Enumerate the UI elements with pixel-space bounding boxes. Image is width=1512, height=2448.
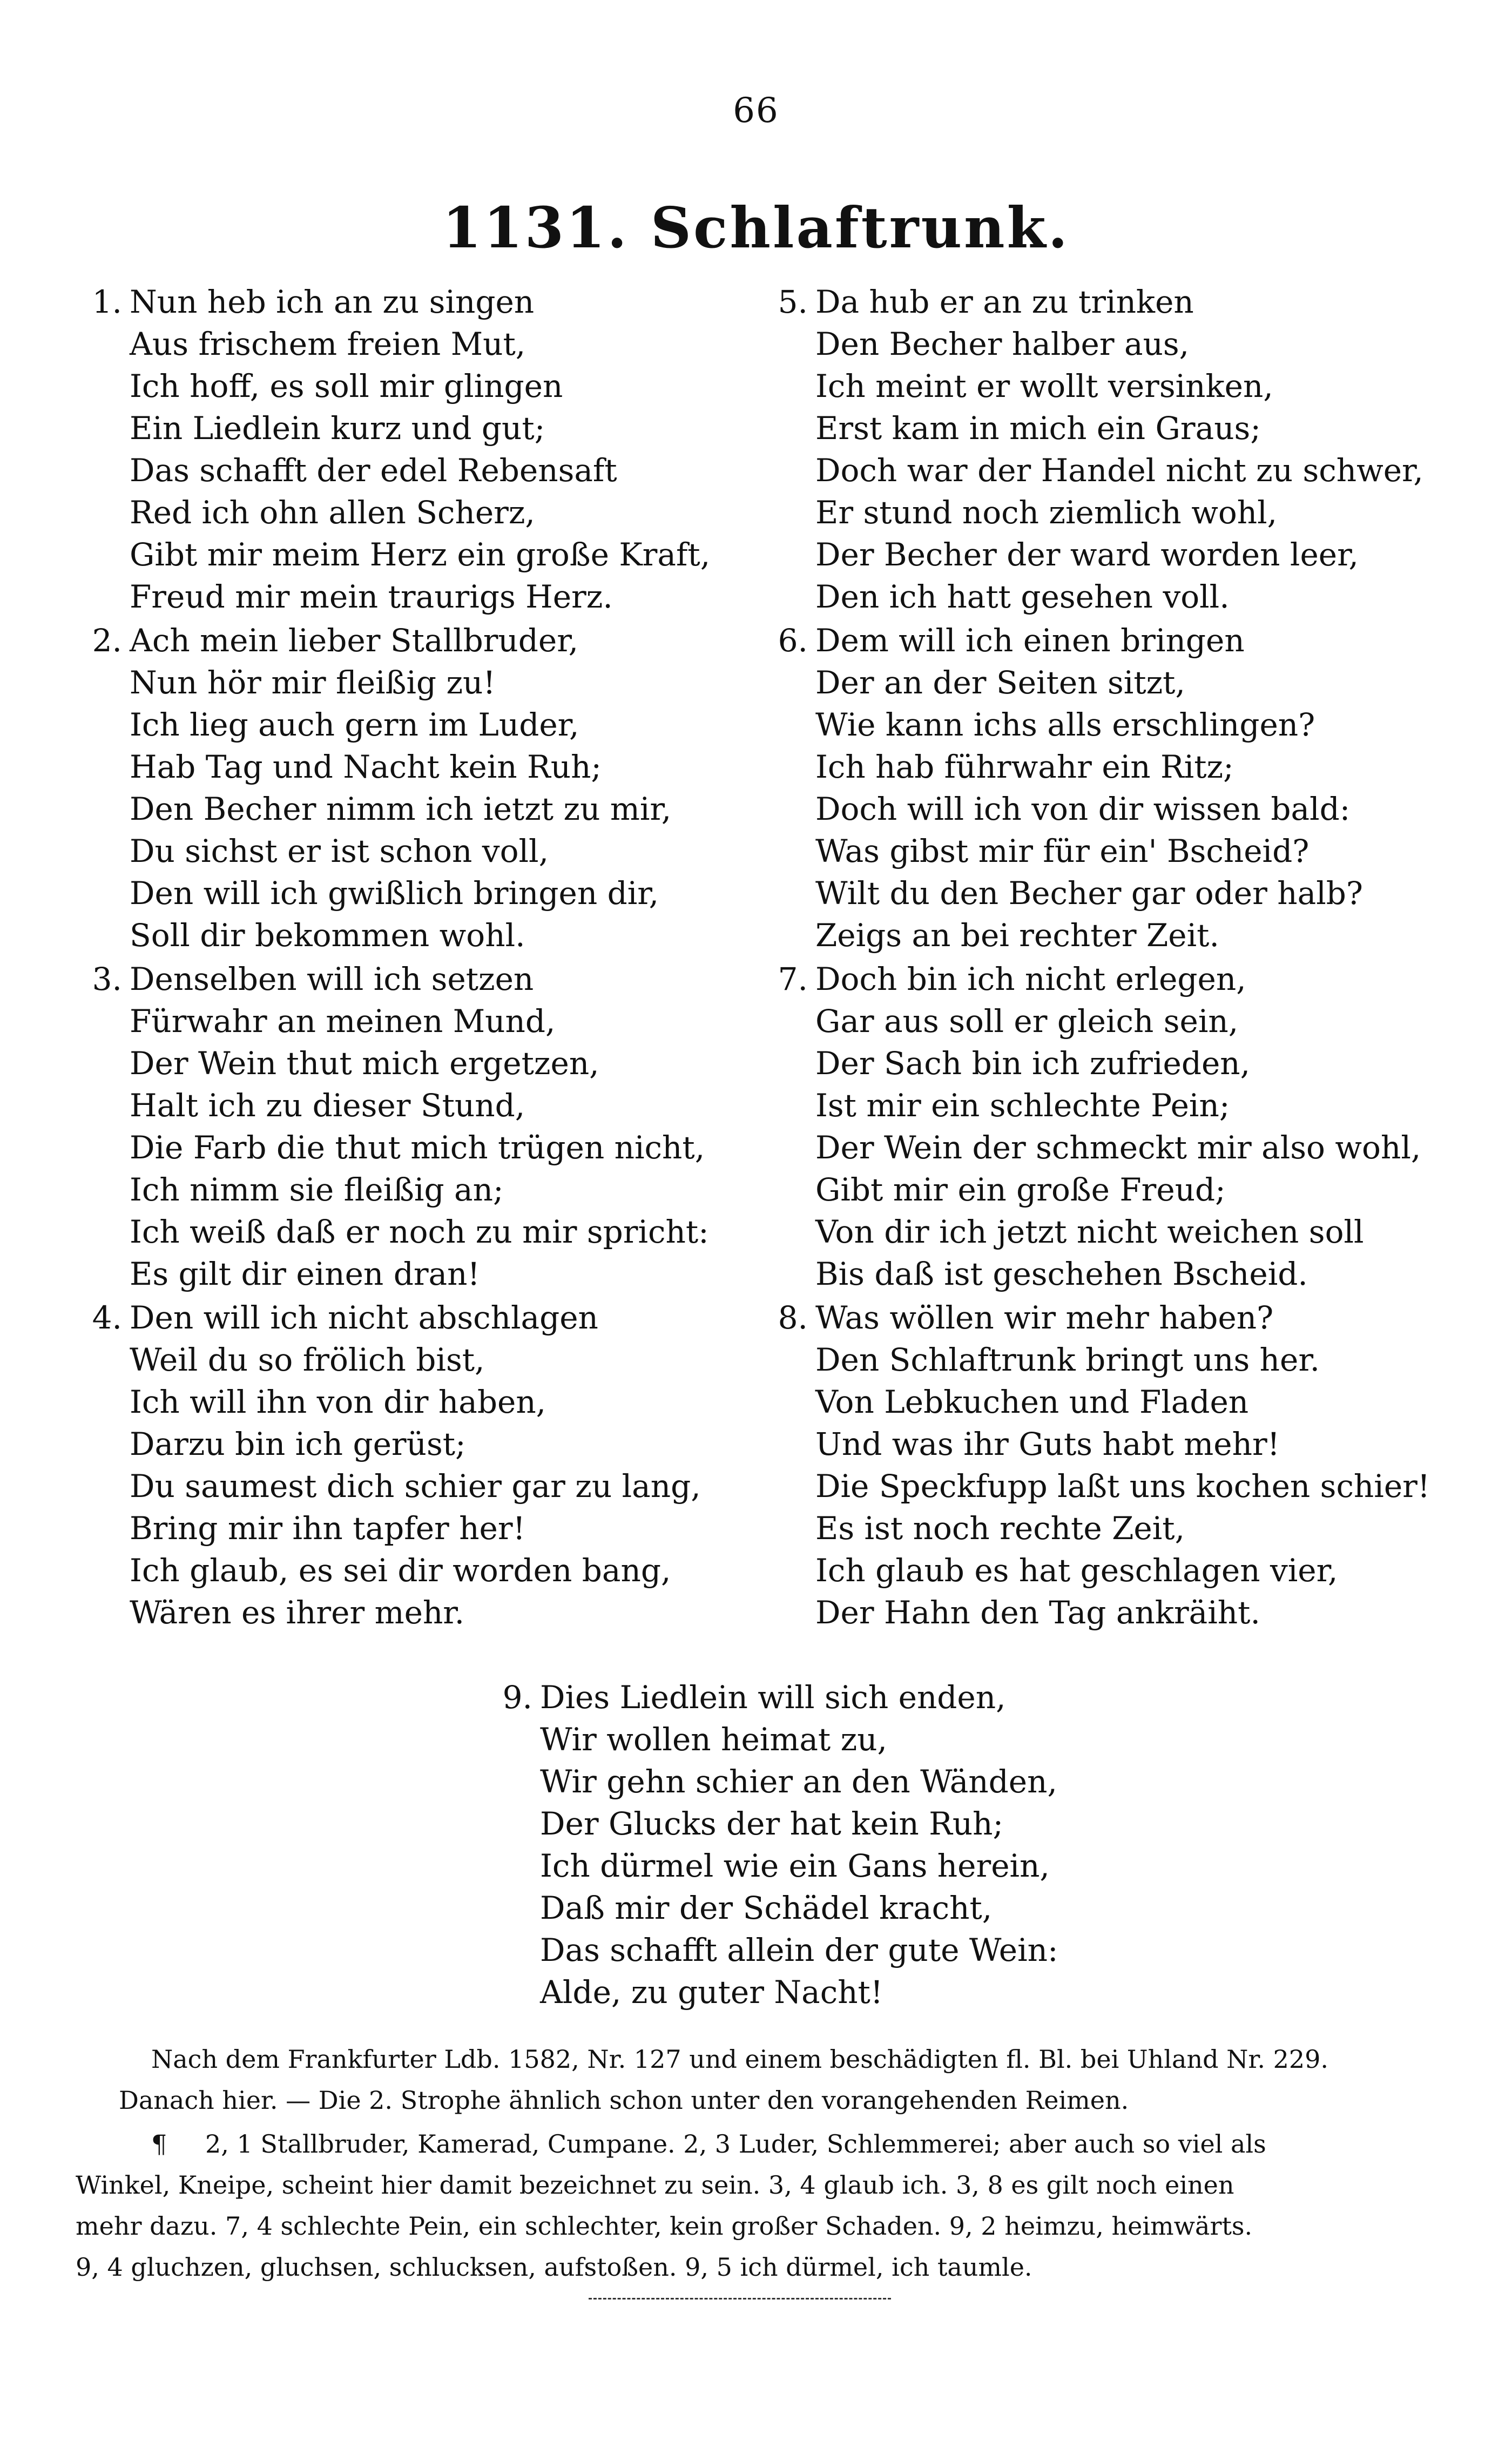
verse-text: Dies Liedlein will sich enden, [540,1679,1006,1716]
verse-text: Den will ich gwißlich bringen dir, [130,875,659,912]
stanza-number: 1. [92,284,122,320]
left-column [76,281,772,1635]
verse-text: Ich glaub es hat geschlagen vier, [815,1552,1338,1589]
verse-text: Aus frischem freien Mut, [130,326,526,362]
verse-text: Den will ich nicht abschlagen [130,1299,598,1336]
verse-line [486,1761,1296,1803]
verse-line [761,534,1458,576]
verse-text: Ich weiß daß er noch zu mir spricht: [130,1213,709,1250]
verse-line [76,746,772,788]
verse-text: Doch will ich von dir wissen bald: [815,791,1351,827]
verse-line [761,1042,1458,1084]
verse-text: Der Wein thut mich ergetzen, [130,1045,599,1082]
verse-line [76,1297,772,1339]
verse-line [76,1507,772,1549]
verse-text: Gibt mir ein große Freud; [815,1171,1226,1208]
verse-line [76,491,772,534]
stanza-number: 7. [778,961,808,997]
verse-line [761,365,1458,407]
verse-text: Der Becher der ward worden leer, [815,536,1359,573]
verse-text: Halt ich zu dieser Stund, [130,1087,525,1124]
verse-text: Der Glucks der hat kein Ruh; [540,1805,1004,1842]
verse-text: Die Farb die thut mich trügen nicht, [130,1129,705,1166]
verse-text: Nun hör mir fleißig zu! [130,664,496,701]
verse-text: Nun heb ich an zu singen [130,284,535,320]
verse-line [761,872,1458,914]
verse-text: Ich hab führwahr ein Ritz; [815,748,1234,785]
right-column [761,281,1458,1635]
verse-line [761,958,1458,1000]
verse-line [486,1929,1296,1971]
verse-line [76,958,772,1000]
verse-line [76,365,772,407]
verse-text: Dem will ich einen bringen [815,622,1245,659]
verse-text: Freud mir mein traurigs Herz. [130,578,613,615]
verse-text: Den Schlaftrunk bringt uns her. [815,1341,1320,1378]
verse-line [76,788,772,830]
verse-text: Was gibst mir für ein' Bscheid? [815,833,1310,869]
verse-text: Und was ihr Guts habt mehr! [815,1426,1280,1462]
verse-line [76,662,772,704]
verse-text: Zeigs an bei rechter Zeit. [815,917,1219,954]
verse-text: Es gilt dir einen dran! [130,1256,480,1292]
verse-line [76,576,772,618]
stanza-number: 2. [92,622,122,659]
verse-line [76,1423,772,1465]
verse-text: Den Becher nimm ich ietzt zu mir, [130,791,672,827]
verse-text: Ich dürmel wie ein Gans herein, [540,1847,1050,1884]
verse-line [76,1591,772,1634]
verse-text: Wilt du den Becher gar oder halb? [815,875,1363,912]
verse-text: Fürwahr an meinen Mund, [130,1003,556,1040]
verse-line [761,704,1458,746]
stanza-number: 9. [502,1679,532,1716]
verse-text: Den Becher halber aus, [815,326,1190,362]
verse-text: Der an der Seiten sitzt, [815,664,1185,701]
verse-line [76,914,772,956]
verse-text: Daß mir der Schädel kracht, [540,1890,993,1926]
verse-line [76,1127,772,1169]
verse-line [761,1297,1458,1339]
verse-line [761,914,1458,956]
verse-line [761,1549,1458,1591]
verse-line [761,1465,1458,1507]
verse-line [761,1339,1458,1381]
verse-line [76,1253,772,1295]
verse-text: Red ich ohn allen Scherz, [130,494,535,531]
source-note-line: Danach hier. — Die 2. Strophe ähnlich schon unter den vorangehenden Reimen. [119,2086,1129,2115]
verse-text: Ich meint er wollt versinken, [815,368,1273,404]
verse-line [486,1676,1296,1718]
verse-line [761,407,1458,449]
verse-text: Ich hoff, es soll mir glingen [130,368,563,404]
stanza-number: 5. [778,284,808,320]
verse-text: Alde, zu guter Nacht! [540,1974,883,2011]
verse-line [76,1381,772,1423]
verse-text: Was wöllen wir mehr haben? [815,1299,1274,1336]
verse-text: Ein Liedlein kurz und gut; [130,410,545,447]
verse-text: Ich glaub, es sei dir worden bang, [130,1552,671,1589]
verse-text: Du saumest dich schier gar zu lang, [130,1468,701,1505]
footnote-text: 2, 1 Stallbruder, Kamerad, Cumpane. 2, 3 Luder, Schlemmerei; aber auch so viel als [205,2129,1266,2159]
verse-text: Von Lebkuchen und Fladen [815,1384,1249,1420]
verse-text: Weil du so frölich bist, [130,1341,485,1378]
verse-line [76,1211,772,1253]
verse-text: Ich will ihn von dir haben, [130,1384,546,1420]
verse-line [761,1084,1458,1127]
verse-line [761,491,1458,534]
verse-text: Darzu bin ich gerüst; [130,1426,466,1462]
verse-text: Doch war der Handel nicht zu schwer, [815,452,1423,489]
verse-line [76,1000,772,1042]
stanza-2 [76,619,772,956]
verse-line [761,662,1458,704]
verse-text: Ach mein lieber Stallbruder, [130,622,579,659]
footnotes [76,2123,1436,2288]
verse-line [761,746,1458,788]
verse-line [76,704,772,746]
verse-line [761,1381,1458,1423]
verse-line [76,449,772,491]
verse-text: Erst kam in mich ein Graus; [815,410,1261,447]
source-note-line: Nach dem Frankfurter Ldb. 1582, Nr. 127 und einem beschädigten fl. Bl. bei Uhland Nr. 229. [151,2045,1328,2074]
verse-text: Die Speckfupp laßt uns kochen schier! [815,1468,1430,1505]
verse-text: Hab Tag und Nacht kein Ruh; [130,748,602,785]
verse-line [76,1549,772,1591]
verse-text: Du sichst er ist schon voll, [130,833,549,869]
verse-text: Von dir ich jetzt nicht weichen soll [815,1213,1364,1250]
verse-line [761,1169,1458,1211]
verse-line [486,1803,1296,1845]
verse-line [761,788,1458,830]
verse-line [761,1000,1458,1042]
verse-line [76,323,772,365]
verse-text: Bring mir ihn tapfer her! [130,1510,525,1547]
footnote-line: mehr dazu. 7, 4 schlechte Pein, ein schlechter, kein großer Schaden. 9, 2 heimzu, heimwärts. [76,2211,1253,2241]
verse-line [76,872,772,914]
stanza-1 [76,281,772,618]
verse-line [486,1718,1296,1761]
verse-line [761,1211,1458,1253]
stanza-number: 6. [778,622,808,659]
verse-line [76,407,772,449]
verse-line [761,1127,1458,1169]
stanza-number: 8. [778,1299,808,1336]
verse-text: Das schafft der edel Rebensaft [130,452,617,489]
verse-text: Wir gehn schier an den Wänden, [540,1763,1057,1800]
verse-text: Denselben will ich setzen [130,961,534,997]
verse-line [761,1591,1458,1634]
verse-text: Bis daß ist geschehen Bscheid. [815,1256,1308,1292]
verse-line [76,534,772,576]
verse-text: Wie kann ichs alls erschlingen? [815,706,1315,743]
verse-line [761,1423,1458,1465]
verse-text: Der Wein der schmeckt mir also wohl, [815,1129,1421,1166]
footnote-line: Winkel, Kneipe, scheint hier damit bezeichnet zu sein. 3, 4 glaub ich. 3, 8 es gilt noch einen [76,2170,1234,2200]
verse-text: Wären es ihrer mehr. [130,1594,465,1631]
footnote-line [76,2123,1436,2164]
verse-text: Er stund noch ziemlich wohl, [815,494,1278,531]
stanza-number: 3. [92,961,122,997]
verse-text: Gibt mir meim Herz ein große Kraft, [130,536,711,573]
verse-text: Es ist noch rechte Zeit, [815,1510,1185,1547]
stanza-3 [76,958,772,1295]
stanza-7 [761,958,1458,1295]
verse-text: Da hub er an zu trinken [815,284,1194,320]
verse-line [761,449,1458,491]
verse-line [761,281,1458,323]
verse-line [486,1887,1296,1929]
verse-text: Der Hahn den Tag ankräiht. [815,1594,1260,1631]
verse-line [76,1042,772,1084]
verse-line [761,576,1458,618]
verse-text: Soll dir bekommen wohl. [130,917,525,954]
verse-text: Gar aus soll er gleich sein, [815,1003,1239,1040]
verse-line [76,1339,772,1381]
stanza-number: 4. [92,1299,122,1336]
source-note [119,2039,1436,2121]
verse-text: Wir wollen heimat zu, [540,1721,887,1758]
stanza-5 [761,281,1458,618]
verse-line [761,1253,1458,1295]
stanza-9 [486,1676,1296,2013]
verse-line [486,1971,1296,2013]
verse-text: Den ich hatt gesehen voll. [815,578,1230,615]
song-title: 1131. Schlaftrunk. [442,194,1070,261]
verse-line [761,1507,1458,1549]
end-rule-divider [589,2298,891,2299]
verse-line [76,619,772,662]
verse-line [761,323,1458,365]
stanza-8 [761,1297,1458,1634]
verse-line [761,830,1458,872]
verse-line [486,1845,1296,1887]
verse-line [76,1465,772,1507]
stanza-6 [761,619,1458,956]
verse-text: Das schafft allein der gute Wein: [540,1932,1058,1968]
verse-text: Der Sach bin ich zufrieden, [815,1045,1251,1082]
page-number: 66 [733,91,779,131]
stanza-4 [76,1297,772,1634]
verse-line [76,830,772,872]
verse-text: Ist mir ein schlechte Pein; [815,1087,1230,1124]
verse-text: Ich nimm sie fleißig an; [130,1171,504,1208]
pilcrow-icon: ¶ [151,2129,167,2159]
verse-line [76,1084,772,1127]
verse-line [761,619,1458,662]
verse-text: Doch bin ich nicht erlegen, [815,961,1246,997]
verse-line [76,281,772,323]
verse-line [76,1169,772,1211]
footnote-line: 9, 4 gluchzen, gluchsen, schlucksen, aufstoßen. 9, 5 ich dürmel, ich taumle. [76,2253,1032,2282]
verse-text: Ich lieg auch gern im Luder, [130,706,579,743]
